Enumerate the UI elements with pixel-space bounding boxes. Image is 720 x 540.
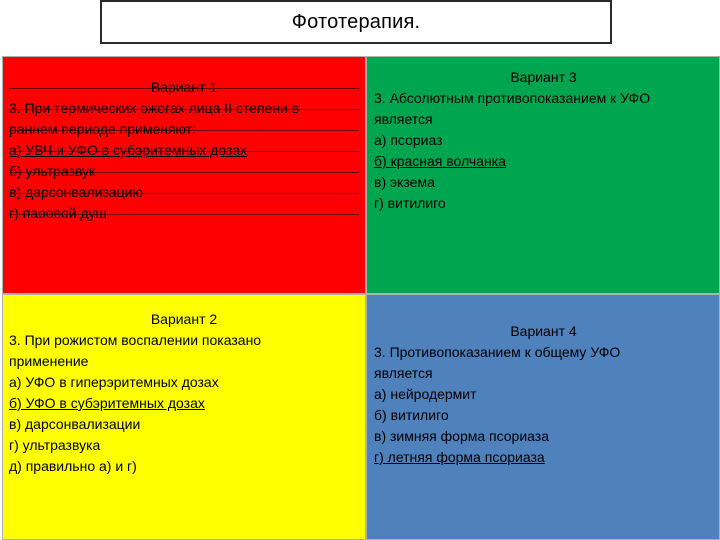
variant-3-question-line-2: является <box>374 111 433 127</box>
slide-title: Фототерапия. <box>291 10 421 33</box>
variant-2-option-e: д) правильно а) и г) <box>9 458 137 474</box>
slide-title-box <box>100 0 612 44</box>
variant-2-option-d: г) ультразвука <box>9 437 101 453</box>
variant-1-heading: Вариант 1 <box>9 77 359 98</box>
variant-4-panel <box>366 294 720 540</box>
variant-2-panel <box>2 294 366 540</box>
variant-4-option-b: б) витилиго <box>374 407 449 423</box>
variant-2-content <box>9 309 359 477</box>
variant-3-question-line-1: 3. Абсолютным противопоказанием к УФО <box>374 90 651 106</box>
variant-3-panel <box>366 56 720 294</box>
variant-4-question-line-2: является <box>374 365 433 381</box>
variant-2-option-a: а) УФО в гиперэритемных дозах <box>9 374 219 390</box>
variant-1-option-c: в) дарсонвализацию <box>9 182 359 203</box>
variant-2-option-b-correct: б) УФО в субэритемных дозах <box>9 395 205 411</box>
variant-3-heading: Вариант 3 <box>510 69 577 85</box>
variant-4-option-d-correct: г) летняя форма псориаза <box>374 449 545 465</box>
variant-2-heading: Вариант 2 <box>150 311 218 327</box>
variant-4-heading: Вариант 4 <box>510 323 577 339</box>
variant-1-option-d: г) паровой душ <box>9 203 359 224</box>
variant-4-option-c: в) зимняя форма псориаза <box>374 428 549 444</box>
variant-1-option-a-correct: а) УВЧ и УФО в субэритемных дозах <box>9 140 359 161</box>
variant-3-option-b-correct: б) красная волчанка <box>374 153 506 169</box>
variant-3-option-a: а) псориаз <box>374 132 443 148</box>
variant-2-question-line-2: применение <box>9 353 89 369</box>
variant-1-option-b: б) ультразвук <box>9 161 359 182</box>
variant-1-question-line-1: 3. При термических ожогах лица II степени в <box>9 98 359 119</box>
variant-1-question-line-2: раннем периоде применяют: <box>9 119 359 140</box>
variant-2-question-line-1: 3. При рожистом воспалении показано <box>9 332 262 348</box>
variant-1-content <box>9 77 359 224</box>
variant-3-content <box>374 67 713 214</box>
variant-3-option-d: г) витилиго <box>374 195 446 211</box>
variant-4-option-a: а) нейродермит <box>374 386 477 402</box>
variant-1-panel <box>2 56 366 294</box>
variant-3-option-c: в) экзема <box>374 174 435 190</box>
variant-4-question-line-1: 3. Противопоказанием к общему УФО <box>374 344 621 360</box>
variant-2-option-c: в) дарсонвализации <box>9 416 141 432</box>
variant-4-content <box>374 321 713 468</box>
